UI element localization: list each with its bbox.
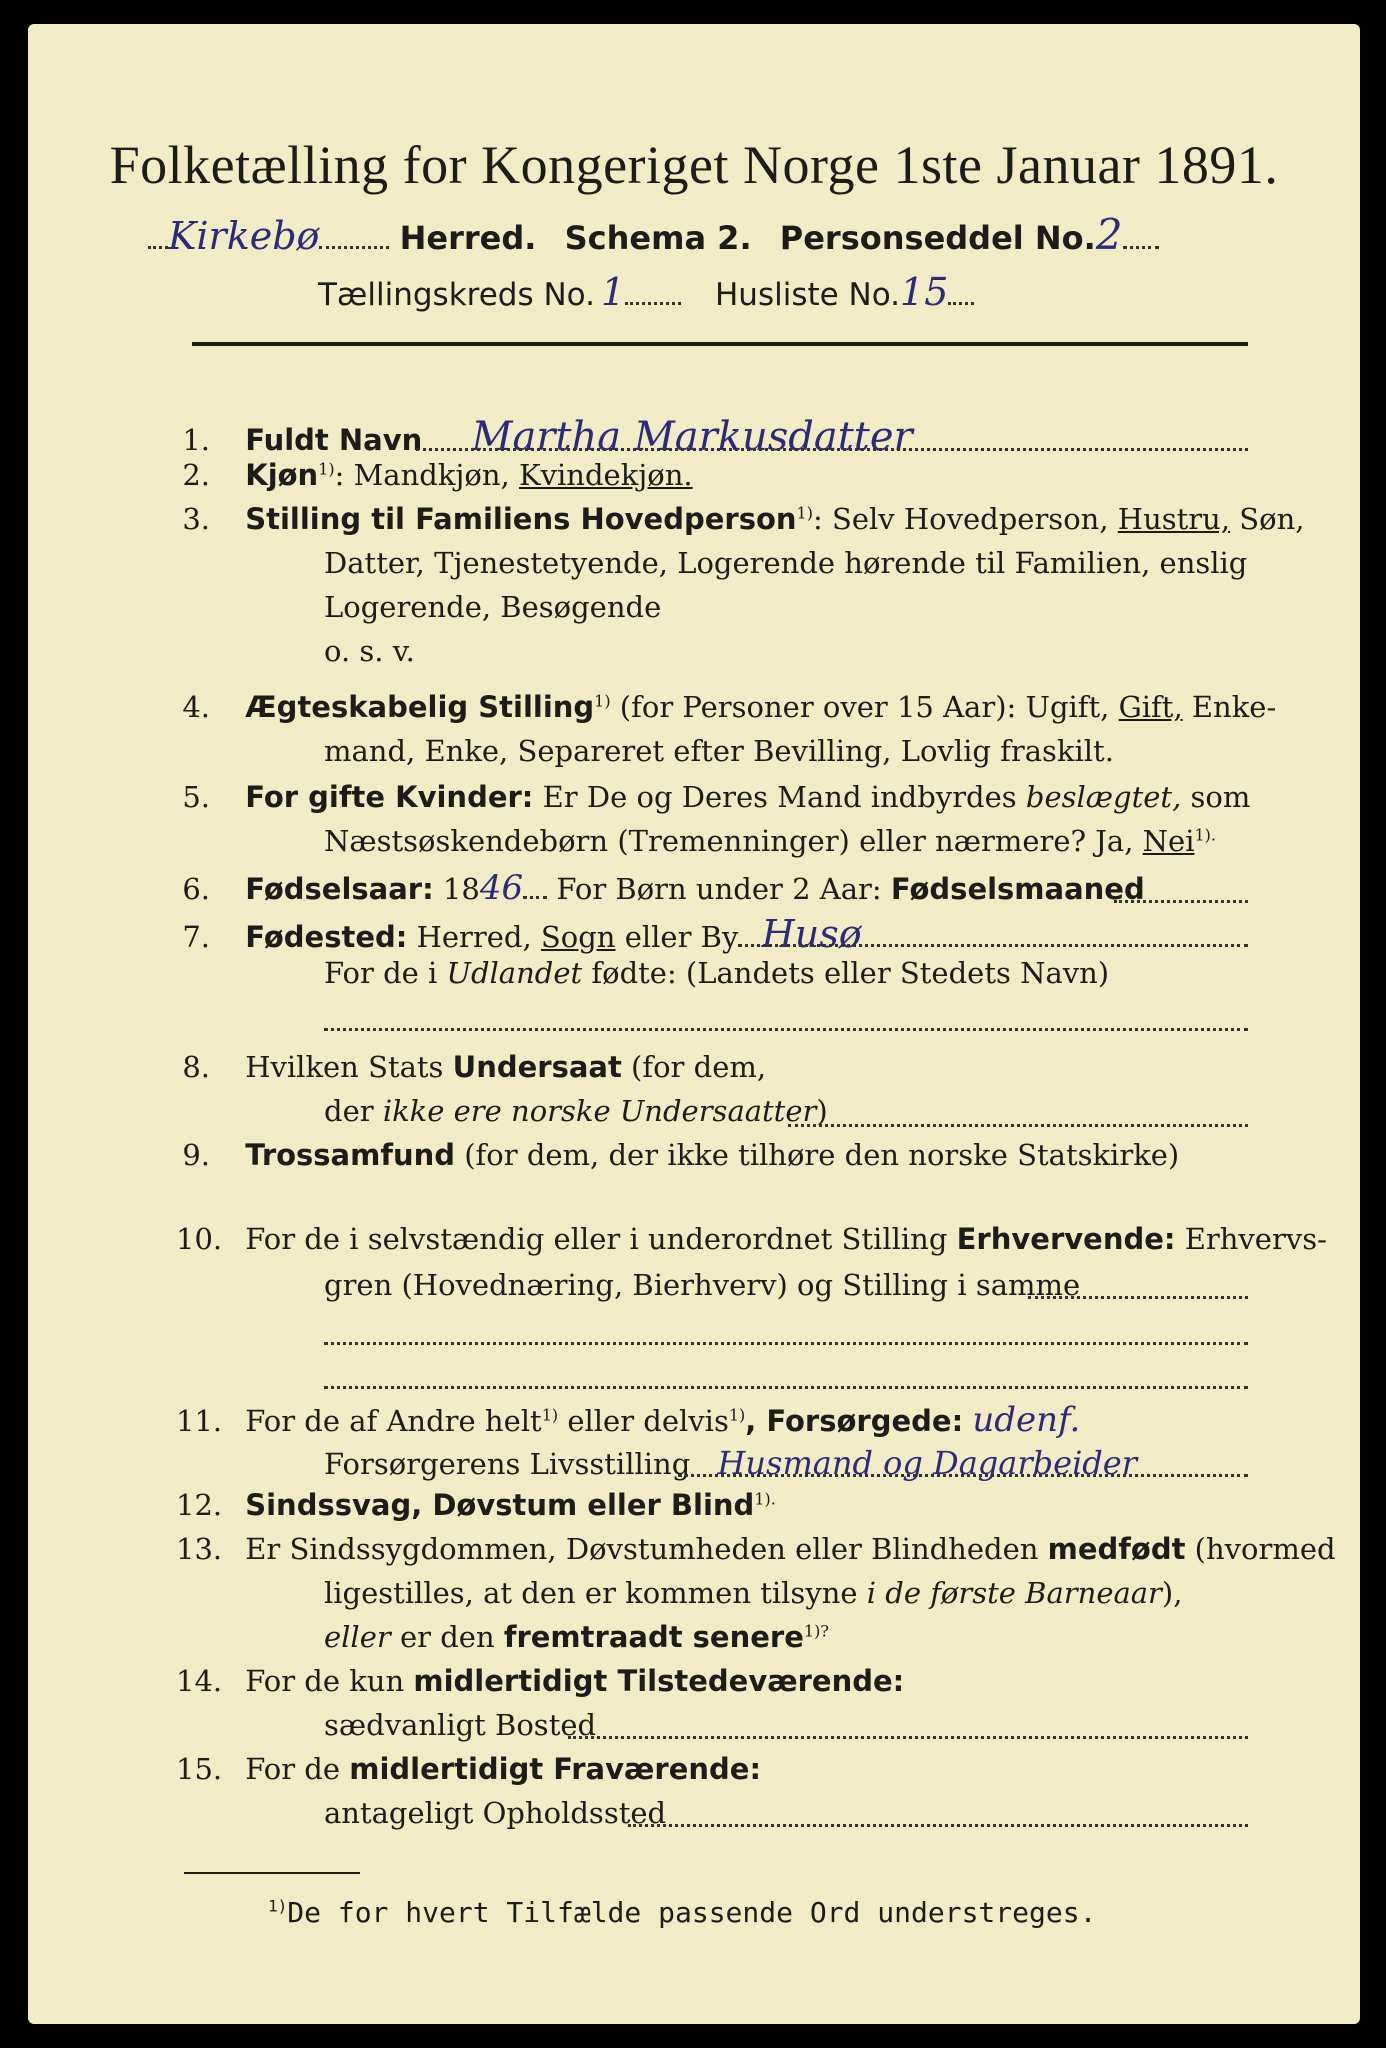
- q8-text2a: der: [324, 1094, 383, 1128]
- q7-text2b: fødte: (Landets eller Stedets Navn): [582, 956, 1110, 990]
- q7-text1: Herred,: [407, 920, 541, 954]
- q10-row1: [176, 1222, 1327, 1256]
- q14-text1: For de kun: [245, 1664, 414, 1698]
- q7-underlined: Sogn: [540, 920, 616, 954]
- q2-underlined: Kvindekjøn.: [518, 458, 693, 492]
- q7-number: 7.: [182, 920, 210, 954]
- q12-number: 12.: [176, 1488, 223, 1522]
- q15-label: midlertidigt Fraværende:: [349, 1752, 762, 1786]
- q12-row: [176, 1488, 776, 1522]
- personseddel-value: 2: [1095, 210, 1123, 259]
- q7-dotline: [738, 944, 1248, 947]
- q6-prefix: 18: [433, 872, 480, 906]
- q10-number: 10.: [176, 1222, 223, 1256]
- husliste-label: Husliste No.: [714, 277, 901, 313]
- q7-value: Husø: [761, 912, 862, 956]
- q5-sup: 1).: [1194, 825, 1216, 845]
- q2-sup: 1): [318, 459, 335, 479]
- q15-number: 15.: [176, 1752, 223, 1786]
- q10-label: Erhvervende:: [956, 1222, 1176, 1256]
- personseddel-label: Personseddel No.: [779, 219, 1096, 257]
- footnote-text: De for hvert Tilfælde passende Ord understreges.: [287, 1896, 1097, 1929]
- q9-text: (for dem, der ikke tilhøre den norske Statskirke): [455, 1138, 1180, 1172]
- q1-value: Martha Markusdatter: [471, 414, 913, 460]
- q14-row2: sædvanligt Bosted: [324, 1708, 597, 1742]
- q8-number: 8.: [182, 1050, 210, 1084]
- q3-underlined: Hustru,: [1117, 502, 1231, 536]
- q11-text1b: eller delvis: [558, 1404, 729, 1438]
- q6-number: 6.: [182, 872, 210, 906]
- herred-value: Kirkebø: [168, 214, 320, 258]
- q3-number: 3.: [182, 502, 210, 536]
- q6-row: [176, 868, 1145, 908]
- q4-text1: (for Personer over 15 Aar): Ugift,: [610, 690, 1119, 724]
- q14-dotline: [568, 1736, 1248, 1739]
- q1-row: [176, 414, 913, 460]
- q2-row: [176, 458, 693, 492]
- q5-text2: Næstsøskendebørn (Tremenninger) eller nærmere? Ja,: [324, 824, 1143, 858]
- q7-italic: Udlandet: [446, 956, 583, 990]
- form-title: Folketælling for Kongeriget Norge 1ste Januar 1891.: [109, 135, 1279, 195]
- q2-number: 2.: [182, 458, 210, 492]
- q13-row2: [324, 1576, 1182, 1610]
- husliste-value: 15: [900, 270, 949, 314]
- q14-row1: [176, 1664, 904, 1698]
- q1-dotline: [416, 448, 1248, 451]
- q2-text: : Mandkjøn,: [334, 458, 519, 492]
- q4-label: Ægteskabelig Stilling: [245, 690, 595, 724]
- kreds-value: 1: [600, 270, 626, 314]
- q6-text: For Børn under 2 Aar:: [547, 872, 891, 906]
- q11-number: 11.: [176, 1404, 223, 1438]
- q5-text1: Er De og Deres Mand indbyrdes: [533, 780, 1026, 814]
- schema-label: Schema 2.: [564, 219, 752, 257]
- kreds-label: Tællingskreds No.: [318, 277, 595, 313]
- footnote-rule: [184, 1872, 360, 1874]
- q11-label: , Forsørgede:: [745, 1404, 964, 1438]
- q6-dotline: [1114, 900, 1248, 903]
- q7-row1: [176, 912, 862, 956]
- q7-label: Fødested:: [245, 920, 408, 954]
- q14-label: midlertidigt Tilstedeværende:: [413, 1664, 905, 1698]
- q5-row1: [176, 780, 1250, 814]
- kreds-row: [318, 270, 974, 314]
- q8-row2: [324, 1094, 828, 1128]
- q5-label: For gifte Kvinder:: [245, 780, 534, 814]
- q13-label2: fremtraadt senere: [503, 1620, 804, 1654]
- footnote: [268, 1896, 1096, 1929]
- q5-number: 5.: [182, 780, 210, 814]
- q10-dotline3: [324, 1386, 1248, 1389]
- q5-text1b: som: [1181, 780, 1251, 814]
- q8-dotline: [788, 1124, 1248, 1127]
- q9-row: [176, 1138, 1179, 1172]
- q4-underlined: Gift,: [1118, 690, 1183, 724]
- q11-sup2: 1): [728, 1405, 746, 1425]
- q8-label: Undersaat: [452, 1050, 622, 1084]
- q8-text1b: (for dem,: [621, 1050, 767, 1084]
- q3-row1: [176, 502, 1305, 536]
- q9-number: 9.: [182, 1138, 210, 1172]
- q12-sup: 1).: [754, 1489, 776, 1509]
- q15-text1: For de: [245, 1752, 350, 1786]
- q6-value: 46: [479, 868, 524, 908]
- q4-number: 4.: [182, 690, 210, 724]
- q8-row1: [176, 1050, 766, 1084]
- q3-sup: 1): [796, 503, 813, 523]
- q7-row2: [324, 956, 1109, 990]
- q13-text2b: ),: [1161, 1576, 1183, 1610]
- q14-number: 14.: [176, 1664, 223, 1698]
- q4-row2: mand, Enke, Separeret efter Bevilling, Lovlig fraskilt.: [324, 734, 1114, 768]
- q3-row2: Datter, Tjenestetyende, Logerende hørende til Familien, enslig: [324, 546, 1248, 580]
- q4-sup: 1): [594, 691, 611, 711]
- q10-text1a: For de i selvstændig eller i underordnet Stilling: [245, 1222, 957, 1256]
- q13-row3: [324, 1620, 829, 1654]
- q11-value1: udenf.: [972, 1400, 1081, 1440]
- q2-label: Kjøn: [245, 458, 319, 492]
- q3-text1b: Søn,: [1230, 502, 1305, 536]
- q10-dotline1: [1028, 1296, 1248, 1299]
- census-form: [28, 24, 1360, 2024]
- q11-value2: Husmand og Dagarbeider: [717, 1444, 1138, 1482]
- q13-row1: [176, 1532, 1336, 1566]
- q15-row1: [176, 1752, 761, 1786]
- q3-text1: : Selv Hovedperson,: [812, 502, 1118, 536]
- q13-text1b: (hvormed: [1185, 1532, 1336, 1566]
- q5-underlined: Nei: [1142, 824, 1195, 858]
- q8-text1a: Hvilken Stats: [245, 1050, 453, 1084]
- q7-text1b: eller By: [615, 920, 739, 954]
- q15-row2: antageligt Opholdssted: [324, 1796, 667, 1830]
- q13-text2a: ligestilles, at den er kommen tilsyne: [324, 1576, 867, 1610]
- q13-label: medfødt: [1047, 1532, 1186, 1566]
- q8-italic: ikke ere norske Undersaatter: [382, 1094, 817, 1128]
- q13-italic2: eller: [324, 1620, 391, 1654]
- q11-dotline: [678, 1474, 1248, 1477]
- q11-text2: Forsørgerens Livsstilling: [324, 1447, 691, 1481]
- q5-row2: [324, 824, 1216, 858]
- q11-row1: [176, 1400, 1080, 1440]
- q7-dotline2: [324, 1028, 1248, 1031]
- q13-sup: 1)?: [803, 1621, 829, 1641]
- q12-label: Sindssvag, Døvstum eller Blind: [245, 1488, 755, 1522]
- footnote-sup: 1): [268, 1896, 288, 1916]
- q6-label2: Fødselsmaaned: [890, 872, 1145, 906]
- q10-text1b: Erhvervs-: [1175, 1222, 1327, 1256]
- q11-text1: For de af Andre helt: [245, 1404, 542, 1438]
- q3-row3: Logerende, Besøgende: [324, 590, 662, 624]
- header-rule: [192, 342, 1248, 346]
- q10-row2: gren (Hovednæring, Bierhverv) og Stilling i samme: [324, 1268, 1081, 1302]
- herred-label: Herred.: [399, 219, 537, 257]
- q6-label: Fødselsaar:: [245, 872, 434, 906]
- q4-row1: [176, 690, 1276, 724]
- q13-italic: i de første Barneaar: [866, 1576, 1162, 1610]
- q13-text1a: Er Sindssygdommen, Døvstumheden eller Blindheden: [245, 1532, 1048, 1566]
- q3-label: Stilling til Familiens Hovedperson: [245, 502, 797, 536]
- q4-text1b: Enke-: [1182, 690, 1277, 724]
- q13-text3a: er den: [390, 1620, 504, 1654]
- q5-italic: beslægtet,: [1025, 780, 1182, 814]
- q8-text2b: ): [816, 1094, 828, 1128]
- q1-label: Fuldt Navn: [245, 423, 423, 457]
- q10-dotline2: [324, 1342, 1248, 1345]
- q1-number: 1.: [182, 423, 210, 457]
- q3-row4: o. s. v.: [324, 634, 415, 668]
- herred-row: [148, 210, 1159, 259]
- q11-sup: 1): [541, 1405, 559, 1425]
- q7-text2a: For de i: [324, 956, 447, 990]
- q9-label: Trossamfund: [245, 1138, 456, 1172]
- q13-number: 13.: [176, 1532, 223, 1566]
- q15-dotline: [628, 1824, 1248, 1827]
